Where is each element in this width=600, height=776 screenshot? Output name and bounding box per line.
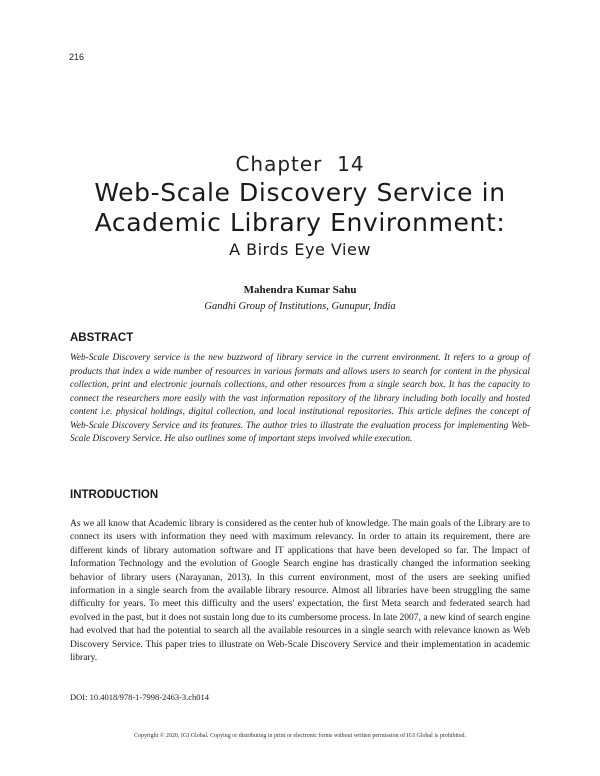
chapter-title-line-2: Academic Library Environment: — [94, 208, 506, 237]
introduction-heading: INTRODUCTION — [70, 489, 159, 501]
chapter-subtitle: A Birds Eye View — [229, 240, 371, 259]
introduction-text: As we all know that Academic library is considered as the center hub of knowledge. The main goals of the Library are to connect its users with information they need with maximum relevancy. In order to attain its requirement, there are different kinds of library automation software and IT applications that have been developed so far. The Impact of Information Technology and the evolution of Google Search engine has drastically changed the information seeking behavior of library users (Narayanan, 2013). In this current environment, most of the users are seeking unified information in a single search from the available library resource. Almost all libraries have been struggling the same difficulty for years. To meet this difficulty and the users' expectation, the first Meta search and federated search had evolved in the past, but it does not sustain long due to its cumbersome process. In late 2007, a new kind of search engine had evolved that had the potential to search all the available resources in a single search with relevance known as Web Discovery Service. This paper tries to illustrate on Web-Scale Discovery Service and their implementation in academic library. — [70, 519, 530, 664]
page-number: 216 — [69, 52, 85, 62]
chapter-title — [0, 178, 600, 238]
author-affiliation: Gandhi Group of Institutions, Gunupur, India — [204, 301, 396, 312]
chapter-label-text: Chapter 14 — [235, 152, 365, 176]
doi-reference: DOI: 10.4018/978-1-7998-2463-3.ch014 — [70, 692, 210, 702]
copyright-notice: Copyright © 2020, IGI Global. Copying or distributing in print or electronic forms without written permission of IGI Global is prohibited. — [133, 733, 466, 739]
abstract-text: Web-Scale Discovery service is the new buzzword of library service in the current environment. It refers to a group of products that index a wide number of resources in various formats and allows users to search for content in the physical collection, print and electronic journals collections, and other resources from a single search box. It has the capacity to connect the researchers more easily with the vast information repository of the library including both locally and hosted content i.e. physical holdings, digital collection, and local institutional repositories. This article defines the concept of Web-Scale Discovery Service and its features. The author tries to illustrate the evaluation process for implementing Web-Scale Discovery Service. He also outlines some of important steps involved while execution. — [70, 353, 530, 444]
chapter-title-line-1: Web-Scale Discovery Service in — [94, 178, 506, 207]
chapter-label — [0, 152, 600, 176]
author-name: Mahendra Kumar Sahu — [243, 284, 357, 296]
abstract-heading: ABSTRACT — [70, 332, 134, 344]
